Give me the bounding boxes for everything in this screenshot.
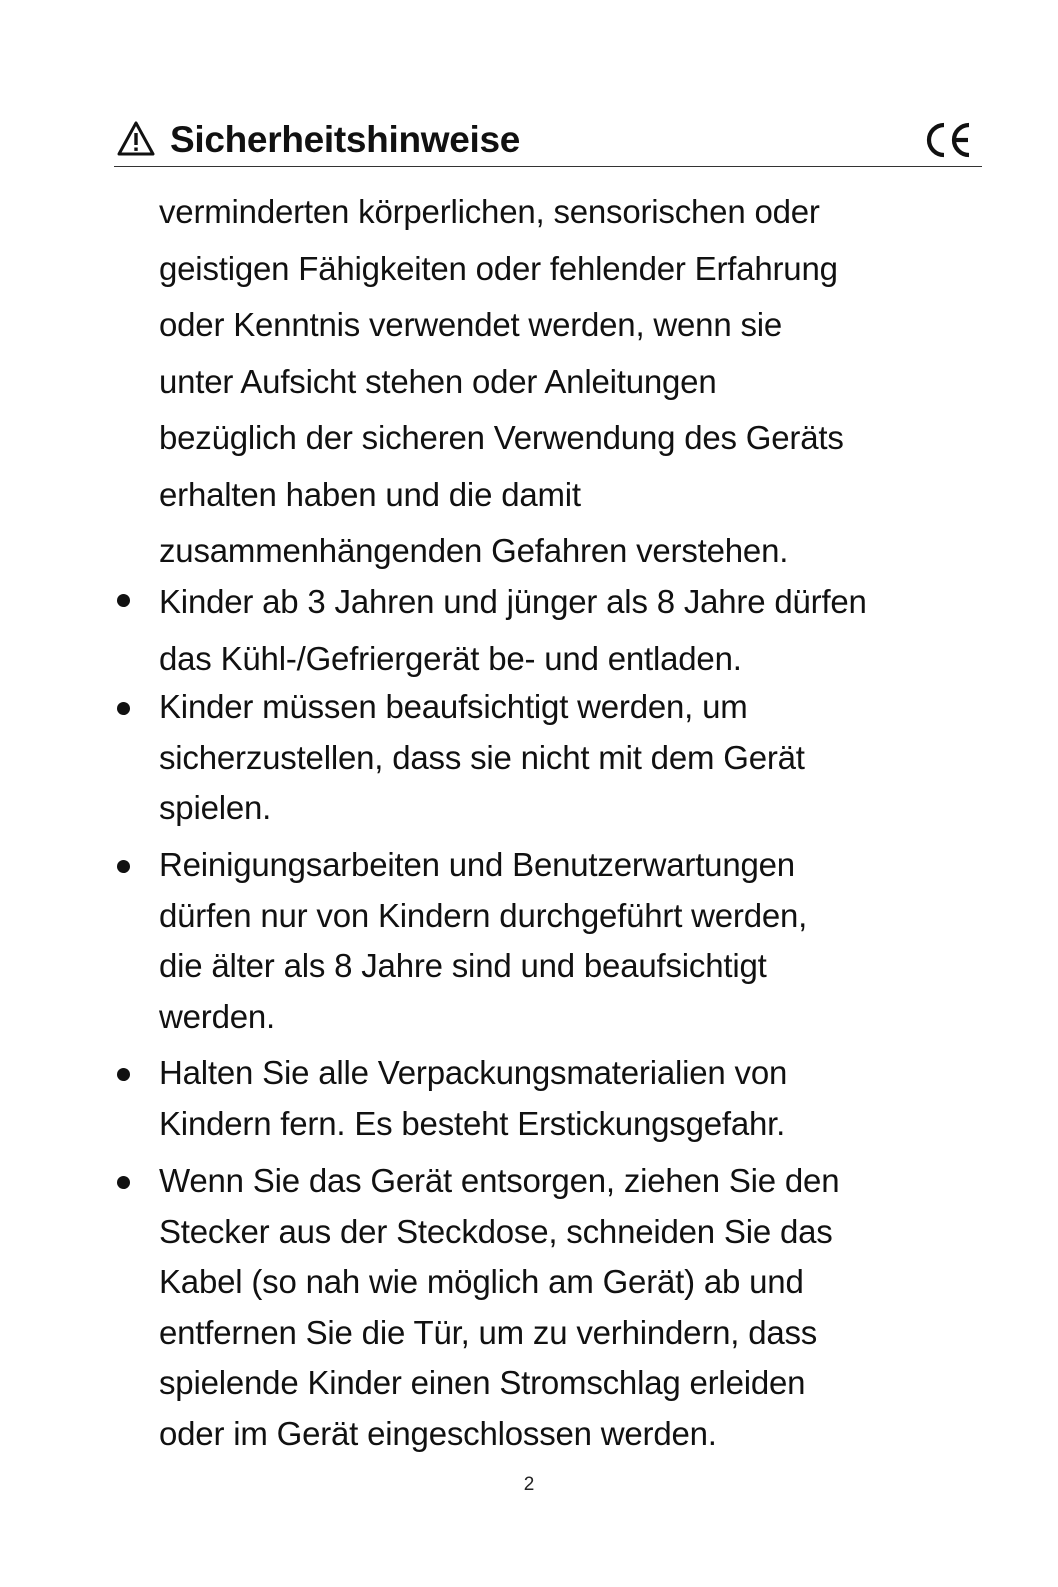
text-line: Kinder ab 3 Jahren und jünger als 8 Jahre dürfen <box>159 583 867 620</box>
ce-mark-icon <box>922 120 974 160</box>
bullet-dot <box>117 702 130 715</box>
text-line: Stecker aus der Steckdose, schneiden Sie das <box>159 1212 833 1250</box>
text-line: das Kühl-/Gefriergerät be- und entladen. <box>159 639 742 677</box>
text-line: dürfen nur von Kindern durchgeführt werden, <box>159 896 808 934</box>
section-header <box>114 112 982 167</box>
text-line: Kinder müssen beaufsichtigt werden, um <box>159 688 748 725</box>
bullet-item <box>159 840 1009 1042</box>
bullet-item <box>159 682 1009 834</box>
text-line: oder im Gerät eingeschlossen werden. <box>159 1414 717 1452</box>
warning-triangle-icon <box>116 120 156 158</box>
text-line: spielende Kinder einen Stromschlag erleiden <box>159 1364 806 1401</box>
page-number: 2 <box>523 1474 535 1495</box>
text-line: sicherzustellen, dass sie nicht mit dem Gerät <box>159 738 805 776</box>
text-line: unter Aufsicht stehen oder Anleitungen <box>159 362 717 400</box>
bullet-dot <box>117 1176 130 1189</box>
bullet-dot <box>117 1068 130 1081</box>
text-line: oder Kenntnis verwendet werden, wenn sie <box>159 306 783 343</box>
text-line: geistigen Fähigkeiten oder fehlender Erfahrung <box>159 249 838 287</box>
text-line: Kindern fern. Es besteht Erstickungsgefahr. <box>159 1104 786 1142</box>
bullet-dot <box>117 860 130 873</box>
text-line: entfernen Sie die Tür, um zu verhindern, dass <box>159 1313 818 1351</box>
text-line: Wenn Sie das Gerät entsorgen, ziehen Sie den <box>159 1162 840 1199</box>
text-line: werden. <box>159 997 276 1035</box>
intro-paragraph <box>159 184 999 580</box>
text-line: verminderten körperlichen, sensorischen oder <box>159 193 820 230</box>
bullet-item <box>159 1048 1009 1149</box>
text-line: Kabel (so nah wie möglich am Gerät) ab und <box>159 1263 804 1300</box>
text-line: Halten Sie alle Verpackungsmaterialien von <box>159 1054 788 1091</box>
bullet-item <box>159 574 1009 687</box>
bullet-item <box>159 1156 1009 1459</box>
text-line: spielen. <box>159 789 272 826</box>
text-line: zusammenhängenden Gefahren verstehen. <box>159 532 789 569</box>
bullet-dot <box>117 594 130 607</box>
section-title: Sicherheitshinweise <box>170 119 521 160</box>
text-line: bezüglich der sicheren Verwendung des Geräts <box>159 419 844 456</box>
text-line: erhalten haben und die damit <box>159 475 581 513</box>
text-line: Reinigungsarbeiten und Benutzerwartungen <box>159 846 795 883</box>
text-line: die älter als 8 Jahre sind und beaufsichtigt <box>159 947 767 984</box>
